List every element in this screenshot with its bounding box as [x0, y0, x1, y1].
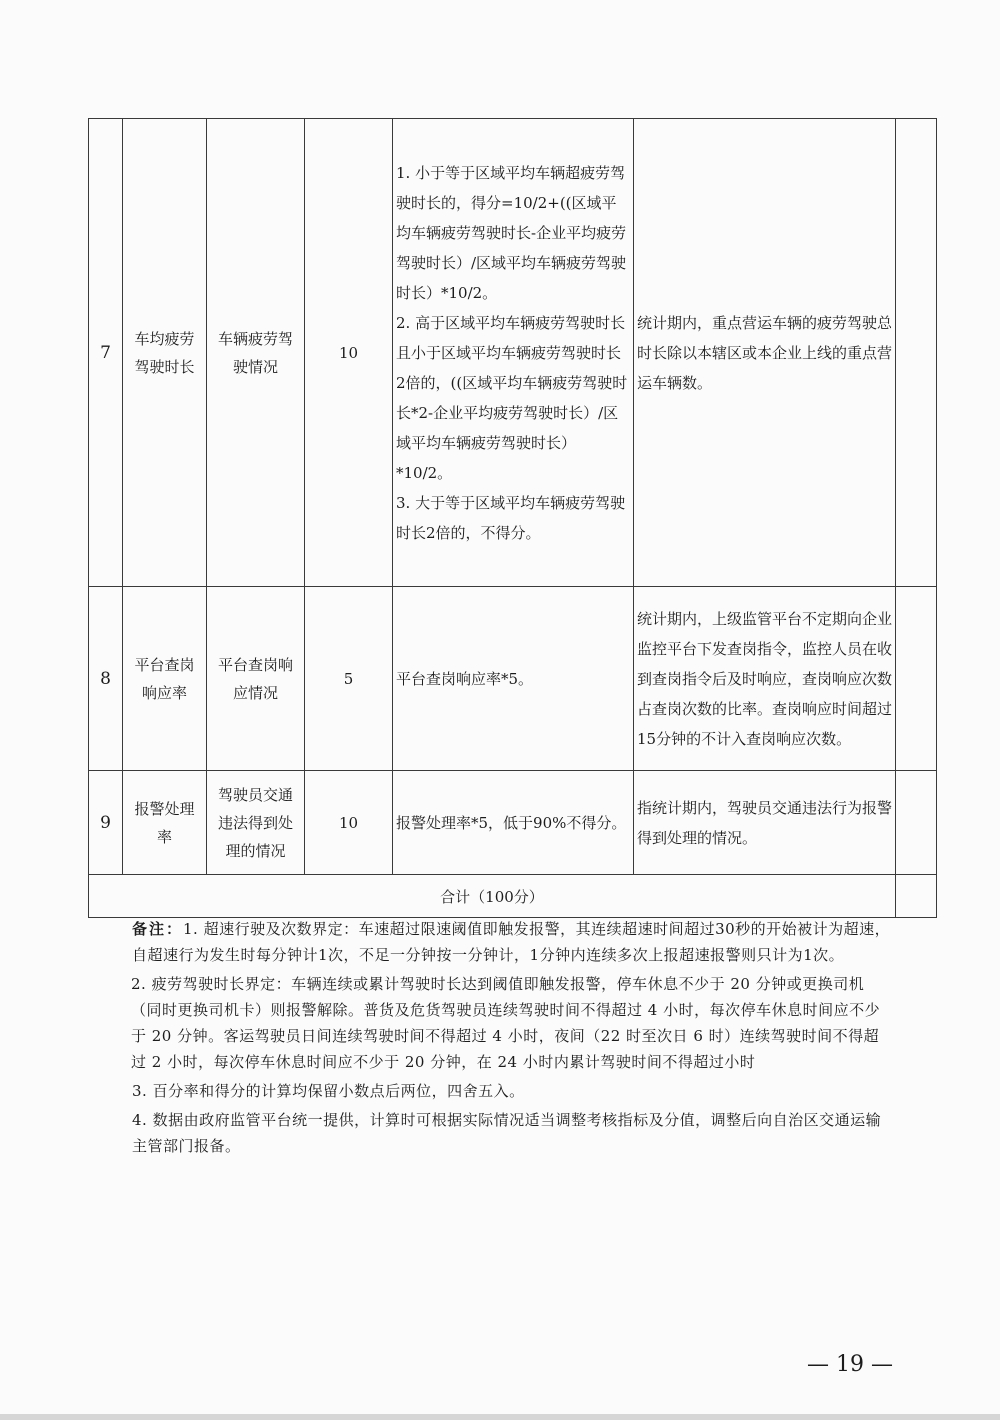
scoring-rule-line: 2. 高于区域平均车辆疲劳驾驶时长且小于区域平均车辆疲劳驾驶时长2倍的，((区域平均车辆疲劳驾驶时长*2-企业平均疲劳驾驶时长）/区域平均车辆疲劳驾驶时长）*10/2。: [396, 313, 628, 482]
total-label: 合计（100分）: [89, 875, 896, 918]
notes-heading: 备注：: [132, 920, 184, 938]
scoring-rule-line: 3. 大于等于区域平均车辆疲劳驾驶时长2倍的，不得分。: [396, 493, 626, 542]
remark-cell: [896, 875, 937, 918]
score-value: 10: [305, 771, 393, 875]
scoring-rule: [393, 771, 634, 875]
remark-cell: [896, 771, 937, 875]
scoring-rule-line: 报警处理率*5，低于90%不得分。: [396, 813, 627, 832]
remark-cell: [896, 587, 937, 771]
indicator-name: 报警处理率: [123, 771, 207, 875]
note-item: [132, 916, 894, 968]
indicator-description: 指统计期内，驾驶员交通违法行为报警得到处理的情况。: [634, 771, 896, 875]
note-item: 4. 数据由政府监管平台统一提供，计算时可根据实际情况适当调整考核指标及分值，调整后向自治区交通运输主管部门报备。: [132, 1111, 882, 1155]
page-number: — 19 —: [807, 1352, 893, 1377]
indicator-name: 平台查岗响应率: [123, 587, 207, 771]
note-item: 3. 百分率和得分的计算均保留小数点后两位，四舍五入。: [132, 1082, 525, 1100]
scoring-table: [88, 118, 937, 918]
scoring-rule-line: 1. 小于等于区域平均车辆超疲劳驾驶时长的，得分=10/2+((区域平均车辆疲劳驾驶时长-企业平均疲劳驾驶时长）/区域平均车辆疲劳驾驶时长）*10/2。: [396, 163, 627, 302]
assessment-item: 平台查岗响应情况: [207, 587, 305, 771]
assessment-item: 车辆疲劳驾驶情况: [207, 119, 305, 587]
indicator-description: 统计期内，上级监管平台不定期向企业监控平台下发查岗指令，监控人员在收到查岗指令后及时响应，查岗响应次数占查岗次数的比率。查岗响应时间超过15分钟的不计入查岗响应次数。: [634, 587, 896, 771]
remark-cell: [896, 119, 937, 587]
note-item: 2. 疲劳驾驶时长界定：车辆连续或累计驾驶时长达到阈值即触发报警，停车休息不少于 20 分钟或更换司机（同时更换司机卡）则报警解除。普货及危货驾驶员连续驾驶时间不得超过 4 小时，每次停车休息时间应不少于 20 分钟。客运驾驶员日间连续驾驶时间不得超过 4 小时，夜间（22 时至次日 6 时）连续驾驶时间不得超过 2 小时，每次停车休息时间应不少于 20 分钟，在 24 小时内累计驾驶时间不得超过小时: [131, 975, 881, 1071]
table-row: [89, 771, 937, 875]
note-text: 1. 超速行驶及次数界定：车速超过限速阈值即触发报警，其连续超速时间超过30秒的开始被计为超速，自超速行为发生时每分钟计1次，不足一分钟按一分钟计，1分钟内连续多次上报超速报警则只计为1次。: [132, 920, 891, 964]
notes-section: [132, 916, 894, 1162]
row-number: 9: [89, 771, 123, 875]
score-value: 10: [305, 119, 393, 587]
table-row: [89, 119, 937, 587]
scoring-rule: [393, 587, 634, 771]
assessment-item: 驾驶员交通违法得到处理的情况: [207, 771, 305, 875]
row-number: 8: [89, 587, 123, 771]
page-edge: [0, 1414, 1000, 1420]
row-number: 7: [89, 119, 123, 587]
scoring-rule-line: 平台查岗响应率*5。: [396, 669, 534, 688]
indicator-description: 统计期内，重点营运车辆的疲劳驾驶总时长除以本辖区或本企业上线的重点营运车辆数。: [634, 119, 896, 587]
table-row: [89, 587, 937, 771]
score-value: 5: [305, 587, 393, 771]
indicator-name: 车均疲劳驾驶时长: [123, 119, 207, 587]
scoring-rule: [393, 119, 634, 587]
total-row: [89, 875, 937, 918]
